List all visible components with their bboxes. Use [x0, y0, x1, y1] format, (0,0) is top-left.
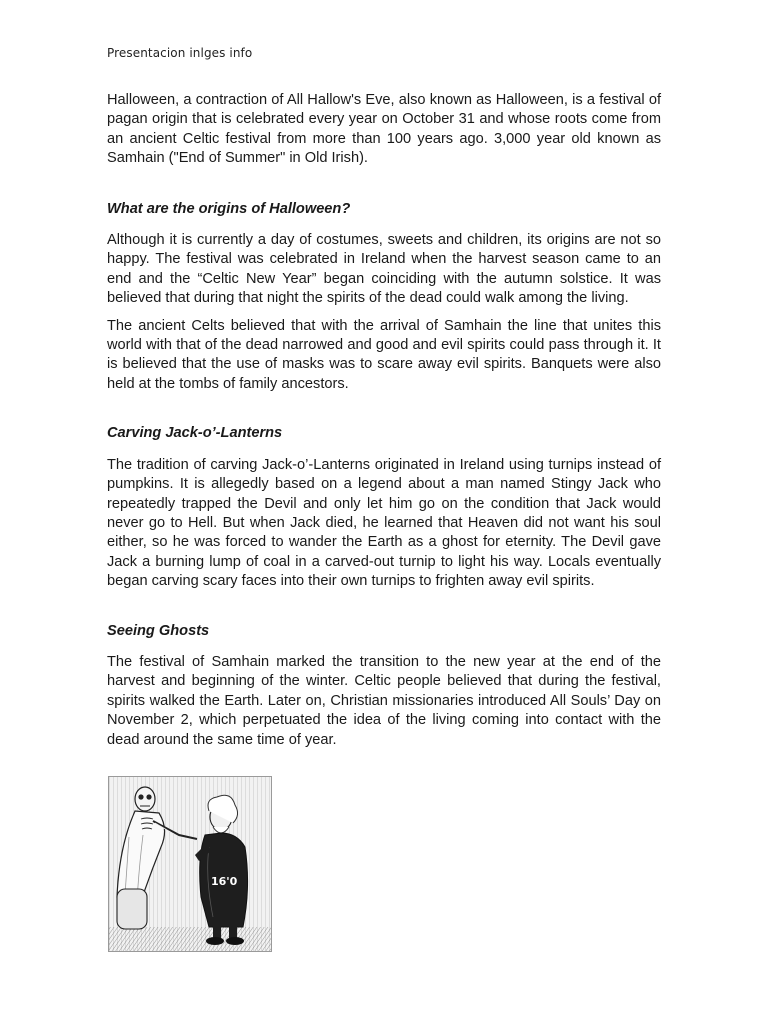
section-origins-paragraph-1: Although it is currently a day of costumes, sweets and children, its origins are not so happy. The festival was celebrated in Ireland when the harvest season came to an end and the “Celtic New Year” began coinciding with the autumn solstice. It was believed that during that night the spirits of the dead could walk among the living.	[107, 232, 661, 307]
section-jack-o-lanterns-paragraph-1: The tradition of carving Jack-o’-Lanterns originated in Ireland using turnips instead of pumpkins. It is allegedly based on a legend about a man named Stingy Jack who repeatedly trapped the Devil and only let him go on the condition that Jack would never go to Hell. But when Jack died, he learned that Heaven did not want his soul either, so he was forced to wander the Earth as a ghost for eternity. The Devil gave Jack a burning lump of coal in a carved-out turnip to light his way. Locals eventually began carving scary faces into their own turnips to frighten away evil spirits.	[107, 456, 661, 590]
section-origins	[107, 200, 661, 395]
section-seeing-ghosts-paragraph-1: The festival of Samhain marked the transition to the new year at the end of the harvest and beginning of the winter. Celtic people believed that during the festival, spirits walked the Earth. Later on, Christian missionaries introduced All Souls’ Day on November 2, which perpetuated the idea of the living coming into contact with the dead around the same time of year.	[107, 653, 661, 748]
section-heading-seeing-ghosts: Seeing Ghosts	[107, 622, 210, 639]
section-heading-origins: What are the origins of Halloween?	[107, 200, 351, 217]
coat-label: 16'0	[211, 875, 238, 888]
section-jack-o-lanterns	[107, 424, 661, 591]
section-seeing-ghosts	[107, 622, 661, 750]
skeleton-illustration-icon	[109, 777, 271, 951]
intro-paragraph: Halloween, a contraction of All Hallow's Eve, also known as Halloween, is a festival of pagan origin that is celebrated every year on October 31 and whose roots come from an ancient Celtic festival from more than 100 years ago. 3,000 year old known as Samhain ("End of Summer" in Old Irish).	[107, 92, 661, 167]
section-heading-jack-o-lanterns: Carving Jack-o’-Lanterns	[107, 425, 283, 442]
document-body	[107, 91, 661, 750]
page-header: Presentacion inlges info	[107, 46, 253, 60]
skeleton-illustration	[108, 776, 272, 952]
section-origins-paragraph-2: The ancient Celts believed that with the arrival of Samhain the line that unites this world with that of the dead narrowed and good and evil spirits could pass through it. It is believed that the use of masks was to scare away evil spirits. Banquets were also held at the tombs of family ancestors.	[107, 317, 661, 392]
